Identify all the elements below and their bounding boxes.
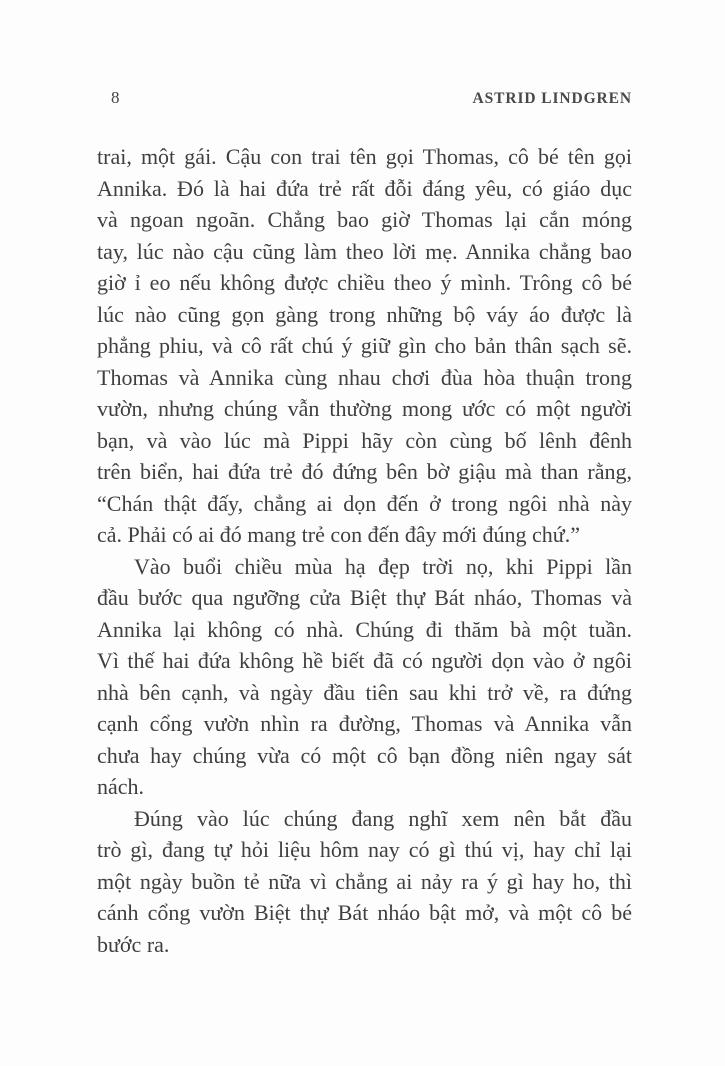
running-title-author: ASTRID LINDGREN: [472, 90, 632, 107]
text-line: Vào buổi chiều mùa hạ đẹp trời nọ, khi Pippi lần: [134, 553, 632, 579]
text-line: chưa hay chúng vừa có một cô bạn đồng niên ngay sát: [97, 742, 632, 768]
text-line: bạn, và vào lúc mà Pippi hãy còn cùng bố lênh đênh: [97, 427, 632, 453]
text-line: vườn, nhưng chúng vẫn thường mong ước có một người: [97, 396, 632, 421]
text-line: Thomas và Annika cùng nhau chơi đùa hòa thuận trong: [97, 364, 632, 390]
text-line: đầu bước qua ngưỡng cửa Biệt thự Bát nháo, Thomas và: [97, 585, 632, 610]
text-line: Annika. Đó là hai đứa trẻ rất đỗi đáng yêu, có giáo dục: [97, 175, 632, 201]
text-line: trai, một gái. Cậu con trai tên gọi Thomas, cô bé tên gọi: [97, 144, 632, 169]
text-line: lúc nào cũng gọn gàng trong những bộ váy áo được là: [97, 301, 632, 327]
text-line: tay, lúc nào cậu cũng làm theo lời mẹ. Annika chẳng bao: [97, 238, 632, 264]
text-line: nách.: [97, 774, 145, 799]
text-line: “Chán thật đấy, chẳng ai dọn đến ở trong ngôi nhà này: [97, 490, 632, 516]
text-line: cánh cổng vườn Biệt thự Bát nháo bật mở, và một cô bé: [97, 900, 632, 925]
text-line: Vì thế hai đứa không hề biết đã có người dọn vào ở ngôi: [97, 648, 632, 673]
text-line: cạnh cổng vườn nhìn ra đường, Thomas và Annika vẫn: [97, 711, 632, 736]
page-number: 8: [111, 88, 120, 107]
text-line: một ngày buồn tẻ nữa vì chẳng ai nảy ra ý gì hay ho, thì: [97, 868, 632, 894]
text-line: phẳng phiu, và cô rất chú ý giữ gìn cho bản thân sạch sẽ.: [97, 333, 632, 358]
text-line: và ngoan ngoãn. Chẳng bao giờ Thomas lại cắn móng: [97, 207, 632, 232]
text-line: nhà bên cạnh, và ngày đầu tiên sau khi trở về, ra đứng: [97, 679, 632, 705]
text-line: giờ ỉ eo nếu không được chiều theo ý mình. Trông cô bé: [97, 270, 632, 295]
text-line: bước ra.: [97, 931, 170, 957]
text-line: trên biển, hai đứa trẻ đó đứng bên bờ giậu mà than rằng,: [97, 459, 632, 484]
running-header: [97, 88, 632, 108]
text-line: Đúng vào lúc chúng đang nghĩ xem nên bắt đầu: [134, 805, 632, 831]
text-line: Annika lại không có nhà. Chúng đi thăm bà một tuần.: [97, 616, 632, 642]
page-body: [97, 141, 632, 960]
text-line: cả. Phải có ai đó mang trẻ con đến đây mới đúng chứ.”: [97, 522, 580, 547]
text-line: trò gì, đang tự hỏi liệu hôm nay có gì thú vị, hay chỉ lại: [97, 837, 632, 862]
